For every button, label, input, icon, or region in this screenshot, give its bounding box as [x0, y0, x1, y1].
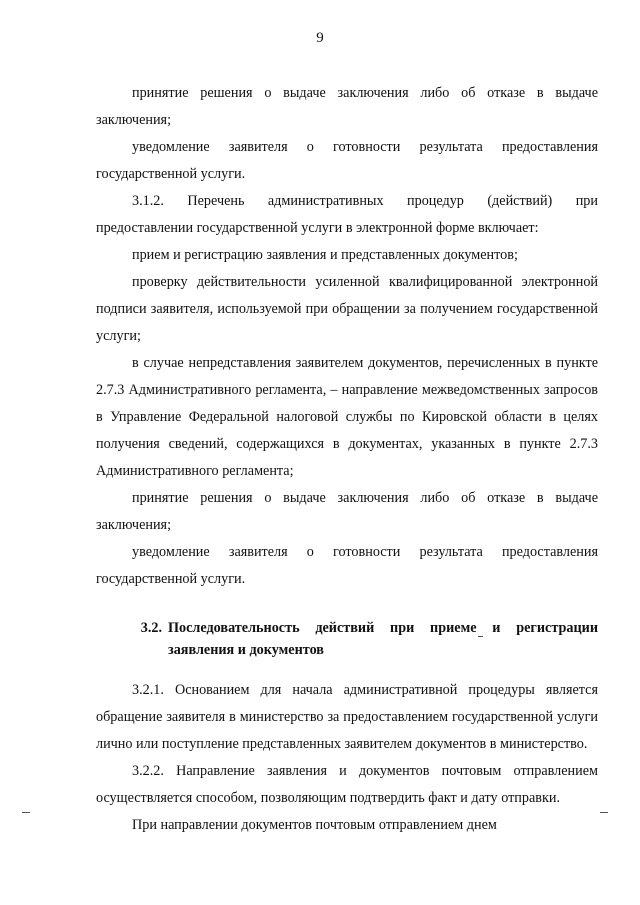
document-body: [96, 80, 598, 839]
section-heading: [96, 617, 598, 661]
scan-artifact: [22, 812, 30, 813]
paragraph: 3.2.2. Направление заявления и документов почтовым отправлением осуществляется способом, позволяющим подтвердить факт и дату отправки.: [96, 763, 598, 806]
section-number: 3.2.: [140, 620, 162, 636]
page-number: 9: [316, 30, 324, 46]
scan-artifact: [478, 636, 483, 637]
scan-artifact: [600, 812, 608, 813]
paragraph: принятие решения о выдаче заключения либо об отказе в выдаче заключения;: [96, 490, 598, 533]
paragraph: 3.2.1. Основанием для начала административной процедуры является обращение заявителя в министерство за предоставлением государственной услуги лично или поступление представленных заявителем документов в министерство.: [96, 682, 598, 752]
paragraph: 3.1.2. Перечень административных процедур (действий) при предоставлении государственной услуги в электронной форме включает:: [96, 193, 598, 236]
paragraph: уведомление заявителя о готовности результата предоставления государственной услуги.: [96, 544, 598, 587]
paragraph: в случае непредставления заявителем документов, перечисленных в пункте 2.7.3 Административного регламента, – направление межведомственных запросов в Управление Федеральной налоговой службы по Кировской области в целях получения сведений, содержащихся в документах, указанных в пункте 2.7.3 Административного регламента;: [96, 355, 598, 479]
paragraph: проверку действительности усиленной квалифицированной электронной подписи заявителя, используемой при обращении за получением государственной услуги;: [96, 274, 598, 344]
paragraph: При направлении документов почтовым отправлением днем: [132, 817, 497, 833]
paragraph: принятие решения о выдаче заключения либо об отказе в выдаче заключения;: [96, 85, 598, 128]
paragraph: прием и регистрацию заявления и представленных документов;: [132, 247, 518, 263]
section-title: Последовательность действий при приеме и регистрации заявления и документов: [168, 620, 598, 658]
paragraph: уведомление заявителя о готовности результата предоставления государственной услуги.: [96, 139, 598, 182]
